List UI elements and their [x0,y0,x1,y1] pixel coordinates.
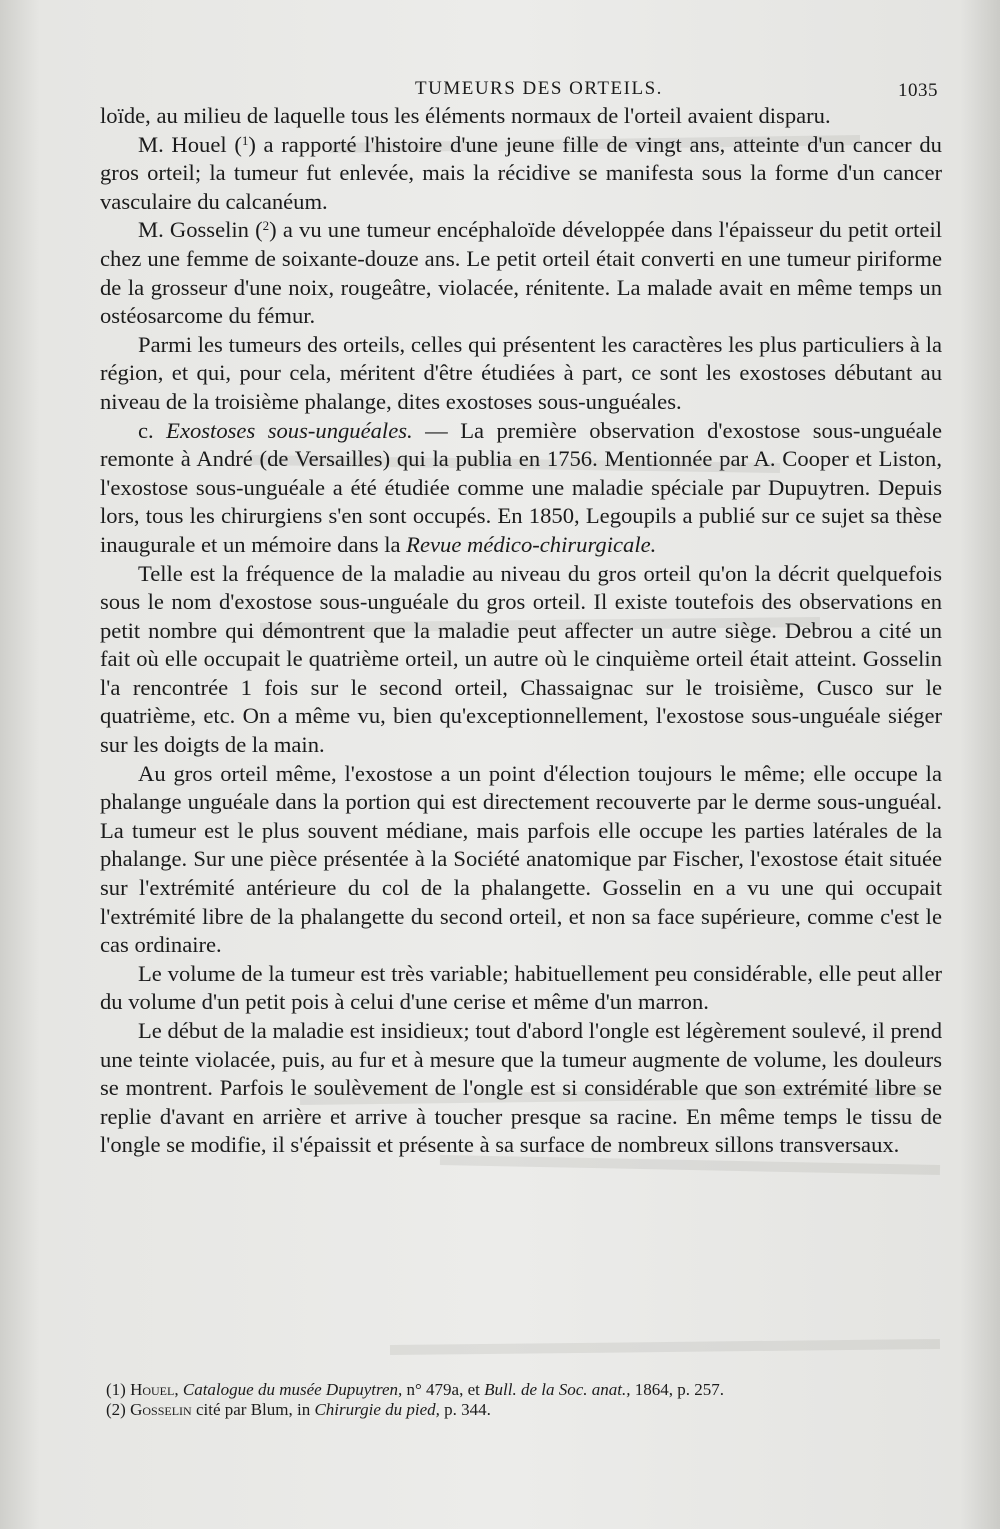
footnote-1-author: Houel, [130,1380,179,1399]
paragraph-2-end: ) a rapporté l'histoire d'une jeune fille de vingt ans, atteinte d'un cancer du gros orteil; la tumeur fut enlevée, mais la récidive se manifesta sous la forme d'un cancer vasculaire du calcanéum. [100,131,942,214]
footnote-2 [106,1400,946,1420]
page-number: 1035 [898,80,938,101]
footnote-1 [106,1380,946,1400]
paragraph-4-text: Parmi les tumeurs des orteils, celles qui présentent les caractères les plus particuliers à la région, et qui, pour cela, méritent d'être étudiées à part, ce sont les exostoses débutant au niveau de la troisième phalange, dites exostoses sous-unguéales. [100,331,942,414]
body-text [100,102,942,1160]
paragraph-3-end: ) a vu une tumeur encéphaloïde développée dans l'épaisseur du petit orteil chez une femme de soixante-douze ans. Le petit orteil était converti en une tumeur piriforme de la grosseur d'une noix, rougeâtre, violacée, rénitente. La malade avait en même temps un ostéosarcome du fémur. [100,217,943,329]
section-heading: Exostoses sous-unguéales. [166,417,413,443]
footnote-1-middle: n° 479a, et [402,1380,485,1399]
paragraph-9 [100,1017,942,1160]
paragraph-8-text: Le volume de la tumeur est très variable; habituellement peu considérable, elle peut aller du volume d'un petit pois à celui d'une cerise et même d'un marron. [100,960,942,1015]
paragraph-8 [100,960,942,1017]
paragraph-7 [100,760,942,960]
section-marker: c. [138,417,167,443]
running-head [0,72,1000,102]
journal-title: Revue médico-chirurgicale. [406,531,657,557]
footnote-2-author: Gosselin [130,1400,192,1419]
footnote-1-journal: Bull. de la Soc. anat., [484,1380,631,1399]
paragraph-4 [100,331,942,417]
paragraph-1-text: loïde, au milieu de laquelle tous les éléments normaux de l'orteil avaient disparu. [100,103,831,128]
footnote-2-mark: (2) [106,1400,126,1419]
paragraph-6-text: Telle est la fréquence de la maladie au niveau du gros orteil qu'on la décrit quelquefois sous le nom d'exostose sous-unguéale du gros orteil. Il existe toutefois des observations en petit nombre qui démontrent que la maladie peut affecter un autre siège. Debrou a cité un fait où elle occupait le quatrième orteil, un autre où le cinquième orteil était atteint. Gosselin l'a rencontrée 1 fois sur le second orteil, Chassaignac sur le troisième, Cusco sur le quatrième, etc. On a même vu, bien qu'exceptionnellement, l'exostose sous-unguéale siéger sur les doigts de la main. [100,560,942,758]
paragraph-6 [100,560,942,760]
paragraph-7-text: Au gros orteil même, l'exostose a un point d'élection toujours le même; elle occupe la phalange unguéale dans la portion qui est directement recouverte par le derme sous-unguéal. La tumeur est le plus souvent médiane, mais parfois elle occupe les parties latérales de la phalange. Sur une pièce présentée à la Société anatomique par Fischer, l'exostose était située sur l'extrémité antérieure du col de la phalangette. Gosselin en a vu une qui occupait l'extrémité libre de la phalangette du second orteil, et non sa face supérieure, comme c'est le cas ordinaire. [100,760,942,958]
paragraph-2 [100,131,942,217]
paragraph-9-text: Le début de la maladie est insidieux; tout d'abord l'ongle est légèrement soulevé, il prend une teinte violacée, puis, au fur et à mesure que la tumeur augmente de volume, les douleurs se montrent. Parfois le soulèvement de l'ongle est si considérable que son extrémité libre se replie d'avant en arrière et arrive à toucher presque sa racine. En même temps le tissu de l'ongle se modifie, il s'épaissit et présente à sa surface de nombreux sillons transversaux. [100,1018,942,1158]
footnote-2-journal: Chirurgie du pied, [314,1400,440,1419]
footnote-1-mark: (1) [106,1380,126,1399]
footnote-ref-1: 1 [241,132,249,148]
paragraph-5-text: — La première observation d'exostose sous-unguéale remonte à André (de Versailles) qui la publia en 1756. Mentionnée par A. Cooper et Liston, l'exostose sous-unguéale a été étudiée comme une maladie spéciale par Dupuytren. Depuis lors, tous les chirurgiens s'en sont occupés. En 1850, Legoupils a publié sur ce sujet sa thèse inaugurale et un mémoire dans la [100,417,942,557]
footnote-2-middle: cité par Blum, in [191,1400,315,1419]
paragraph-1 [100,102,942,131]
footnotes [106,1380,946,1420]
paragraph-2-start: M. Houel ( [138,131,242,157]
footnote-1-end: 1864, p. 257. [630,1380,724,1399]
paragraph-5 [100,417,942,560]
footnote-ref-2: 2 [262,218,270,234]
running-title: TUMEURS DES ORTEILS. [415,78,663,99]
paragraph-3-start: M. Gosselin ( [138,217,263,243]
paragraph-3 [100,216,942,330]
footnote-1-title: Catalogue du musée Dupuytren, [178,1380,403,1399]
footnote-2-end: p. 344. [439,1400,491,1419]
